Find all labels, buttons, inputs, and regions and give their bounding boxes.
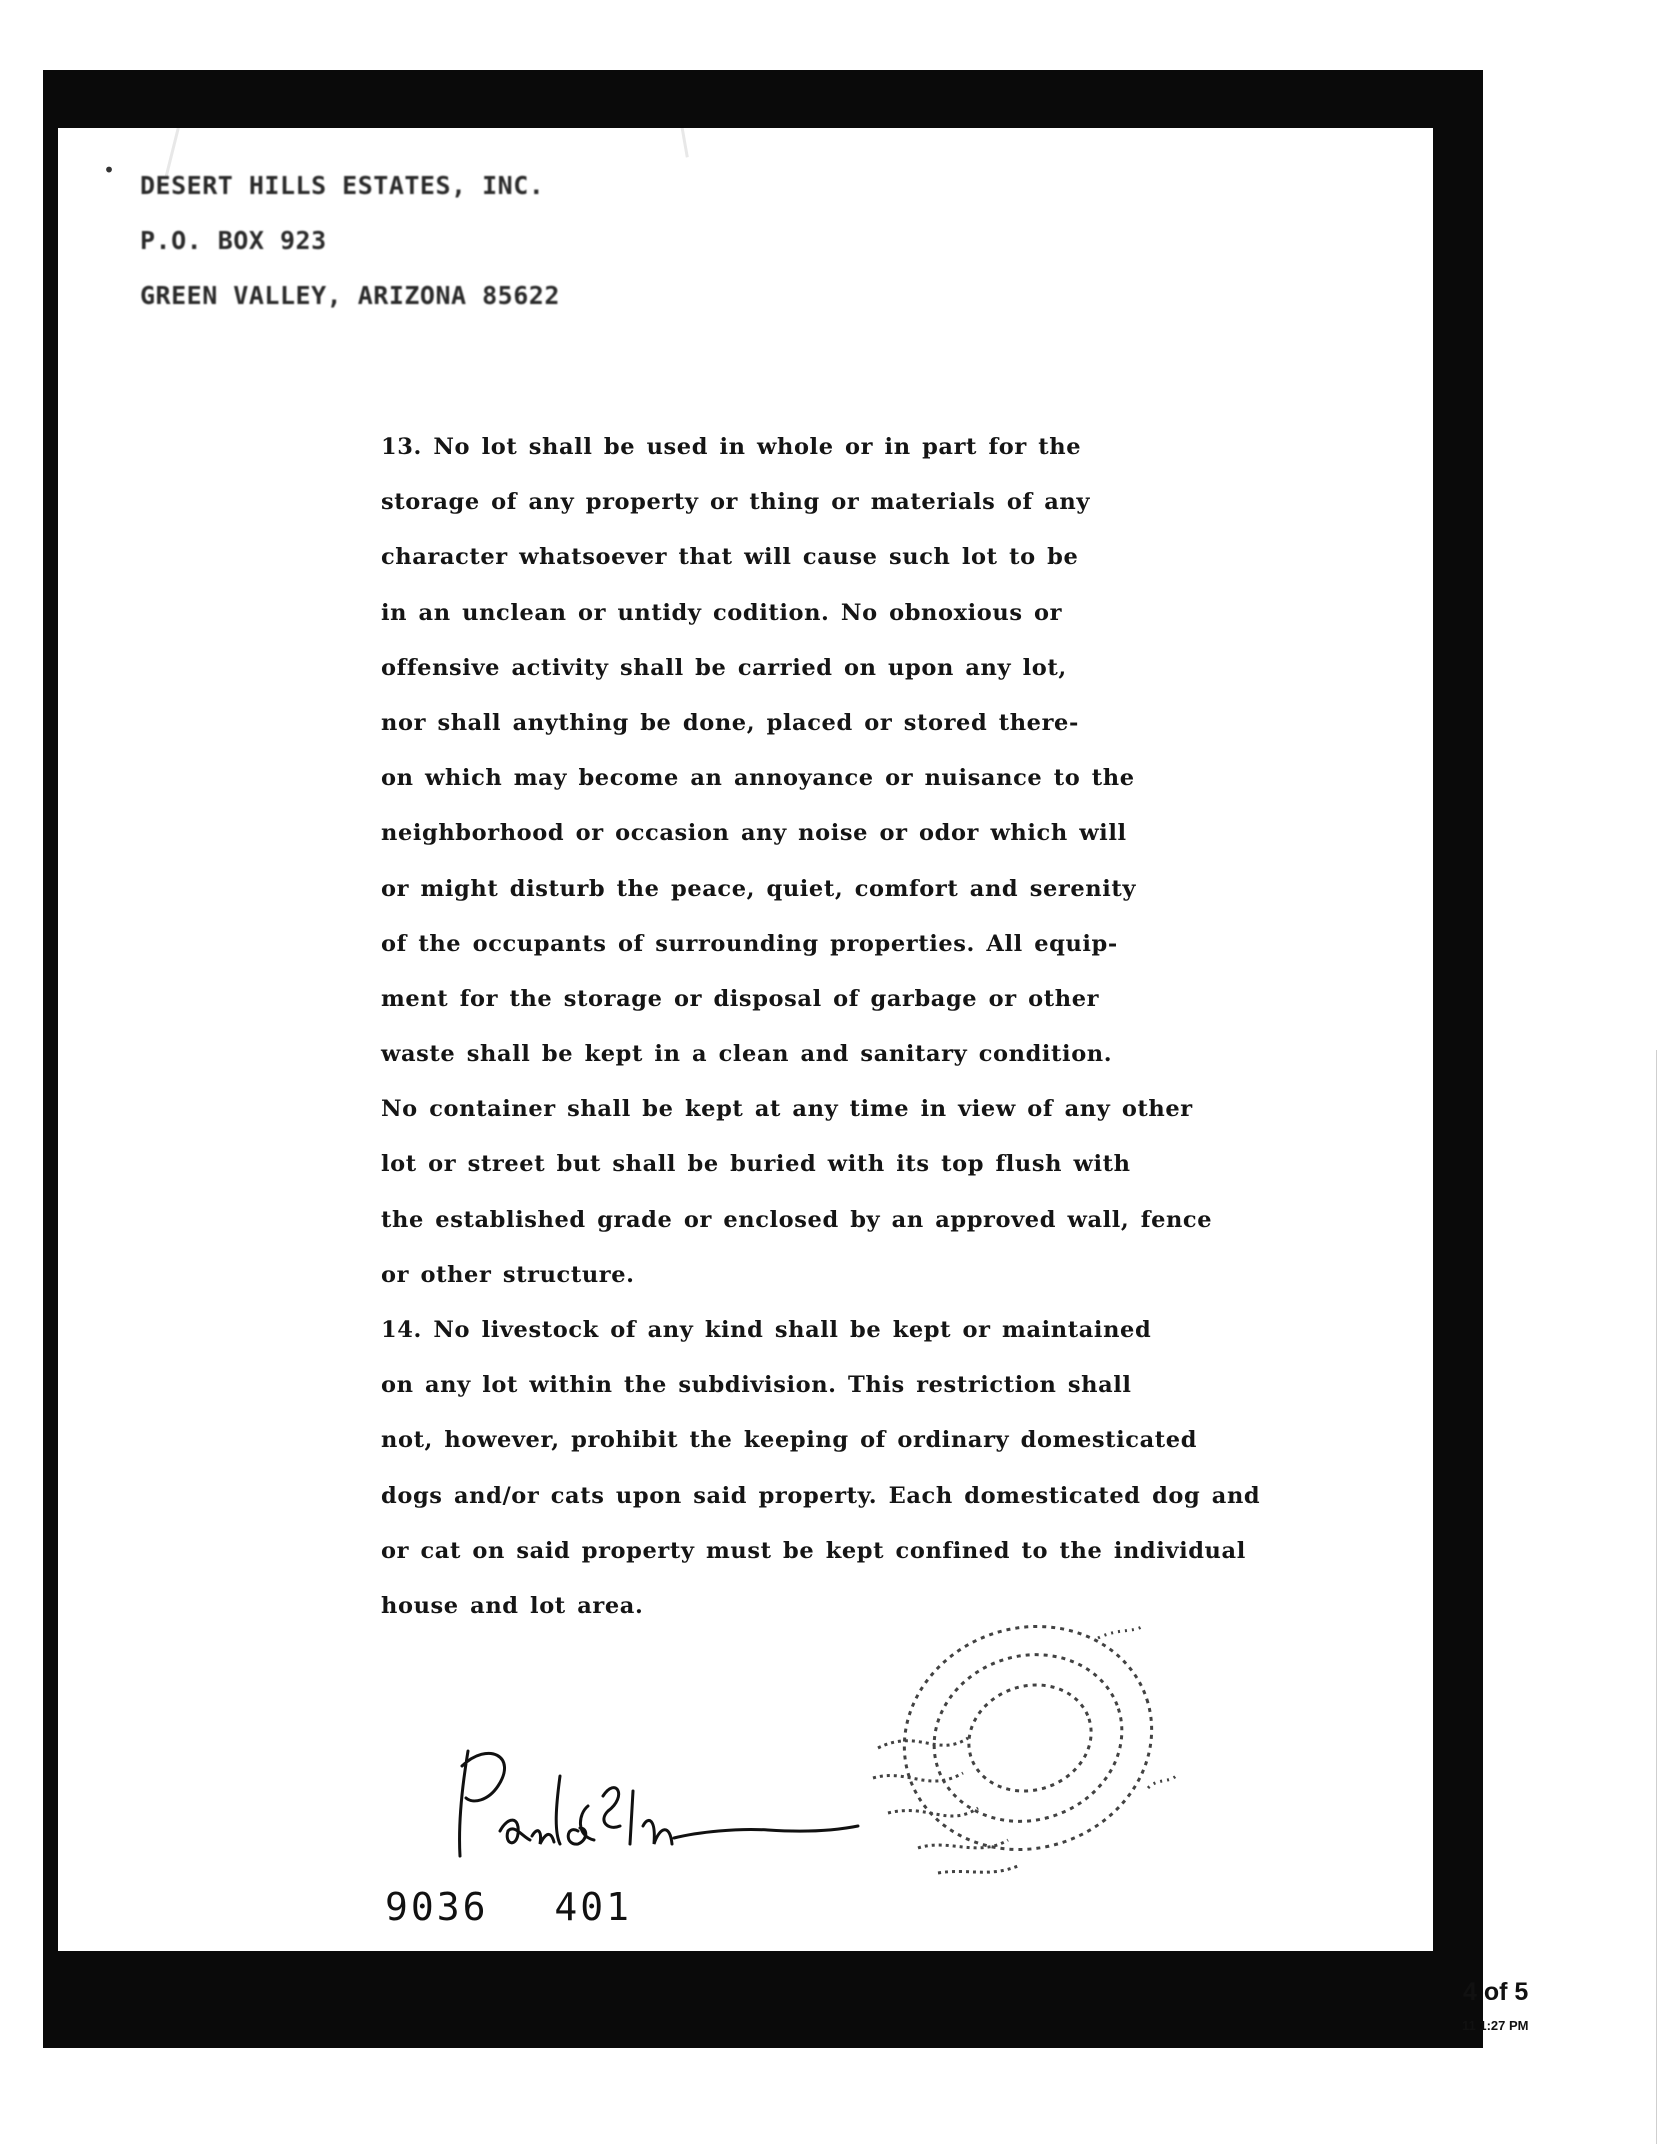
text-line: character whatsoever that will cause such lot to be <box>381 544 1079 571</box>
document-page <box>58 128 1433 1951</box>
text-line: on any lot within the subdivision. This restriction shall <box>381 1372 1132 1399</box>
text-line: 14. No livestock of any kind shall be kept or maintained <box>381 1317 1152 1343</box>
text-line: neighborhood or occasion any noise or odor which will <box>381 820 1127 847</box>
bullet-mark: • <box>103 158 116 182</box>
text-line: waste shall be kept in a clean and sanitary condition. <box>381 1041 1113 1068</box>
page-count: 4 of 5 <box>1463 1978 1529 2006</box>
po-box: P.O. BOX 923 <box>140 226 327 255</box>
notary-seal <box>858 1578 1188 1908</box>
text-line: in an unclean or untidy codition. No obnoxious or <box>381 599 1063 626</box>
text-line: house and lot area. <box>381 1592 644 1619</box>
recording-number <box>385 1885 632 1929</box>
company-name: DESERT HILLS ESTATES, INC. <box>140 171 545 200</box>
letterhead <box>140 158 560 323</box>
print-time: 11 1:27 PM <box>1462 2018 1529 2033</box>
text-line: offensive activity shall be carried on upon any lot, <box>381 654 1067 681</box>
text-line: 13. No lot shall be used in whole or in part for the <box>381 434 1082 460</box>
text-line: lot or street but shall be buried with its top flush with <box>381 1151 1131 1178</box>
text-line: or cat on said property must be kept confined to the individual <box>381 1537 1246 1564</box>
text-line: storage of any property or thing or materials of any <box>381 489 1091 516</box>
signature <box>438 1736 868 1866</box>
text-line: No container shall be kept at any time in view of any other <box>381 1096 1193 1123</box>
text-line: of the occupants of surrounding properties. All equip- <box>381 930 1118 957</box>
page-number: 401 <box>554 1885 633 1929</box>
text-line: or other structure. <box>381 1261 635 1288</box>
covenant-text <box>381 420 1331 1634</box>
city-state-zip: GREEN VALLEY, ARIZONA 85622 <box>140 281 560 310</box>
text-line: the established grade or enclosed by an approved wall, fence <box>381 1206 1213 1233</box>
text-line: dogs and/or cats upon said property. Each domesticated dog and <box>381 1482 1261 1509</box>
scan-streak <box>670 128 689 158</box>
text-line: or might disturb the peace, quiet, comfort and serenity <box>381 875 1137 902</box>
text-line: ment for the storage or disposal of garbage or other <box>381 985 1100 1012</box>
text-line: nor shall anything be done, placed or stored there- <box>381 709 1079 736</box>
docket-number: 9036 <box>385 1885 489 1929</box>
text-line: on which may become an annoyance or nuisance to the <box>381 765 1135 792</box>
edge-rule <box>1656 1050 1657 2144</box>
text-line: not, however, prohibit the keeping of ordinary domesticated <box>381 1427 1198 1454</box>
